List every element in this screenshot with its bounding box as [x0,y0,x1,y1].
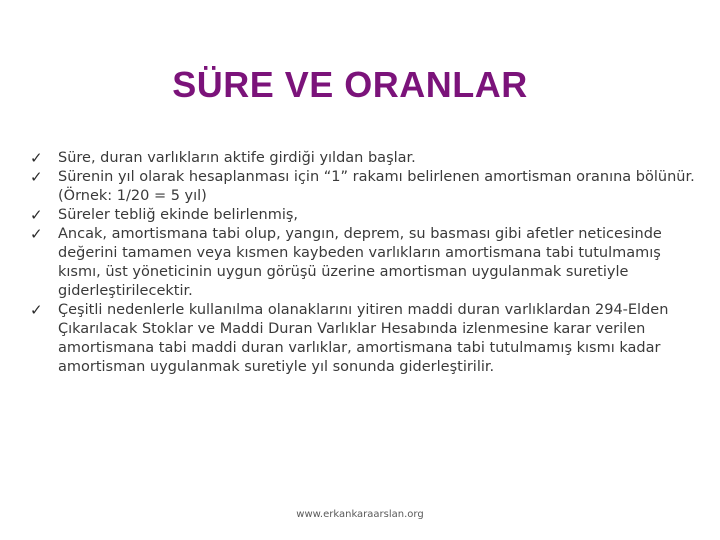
bullet-item [30,206,695,225]
check-icon: ✓ [30,168,43,186]
bullet-text: Çeşitli nedenlerle kullanılma olanaklarını yitiren maddi duran varlıklardan 294-Elden Çıkarılacak Stoklar ve Maddi Duran Varlıklar Hesabında izlenmesine karar verilen amortismana tabi maddi duran varlıklar, amortismana tabi tutulmamış kısmı kadar amortisman uygulanmak suretiyle yıl sonunda giderleştirilir. [58,302,669,375]
check-icon: ✓ [30,301,43,319]
bullet-item [30,149,695,168]
bullet-text: Süreler tebliğ ekinde belirlenmiş, [58,207,299,223]
check-icon: ✓ [30,149,43,167]
bullet-text: Süre, duran varlıkların aktife girdiği yıldan başlar. [58,150,416,166]
bullet-text: Ancak, amortismana tabi olup, yangın, deprem, su basması gibi afetler neticesinde değerini tamamen veya kısmen kaybeden varlıkların amortismana tabi tutulmamış kısmı, üst yöneticinin uygun görüşü üzerine amortisman uygulanmak suretiyle giderleştirilecektir. [58,226,662,299]
bullet-item [30,225,695,301]
bullet-list [30,149,695,377]
check-icon: ✓ [30,206,43,224]
bullet-item [30,168,695,206]
footer-url: www.erkankaraarslan.org [296,509,424,520]
slide-title: SÜRE VE ORANLAR [172,64,528,105]
bullet-item [30,301,695,377]
bullet-text: Sürenin yıl olarak hesaplanması için “1” rakamı belirlenen amortisman oranına bölünür. (Örnek: 1/20 = 5 yıl) [58,169,695,204]
check-icon: ✓ [30,225,43,243]
